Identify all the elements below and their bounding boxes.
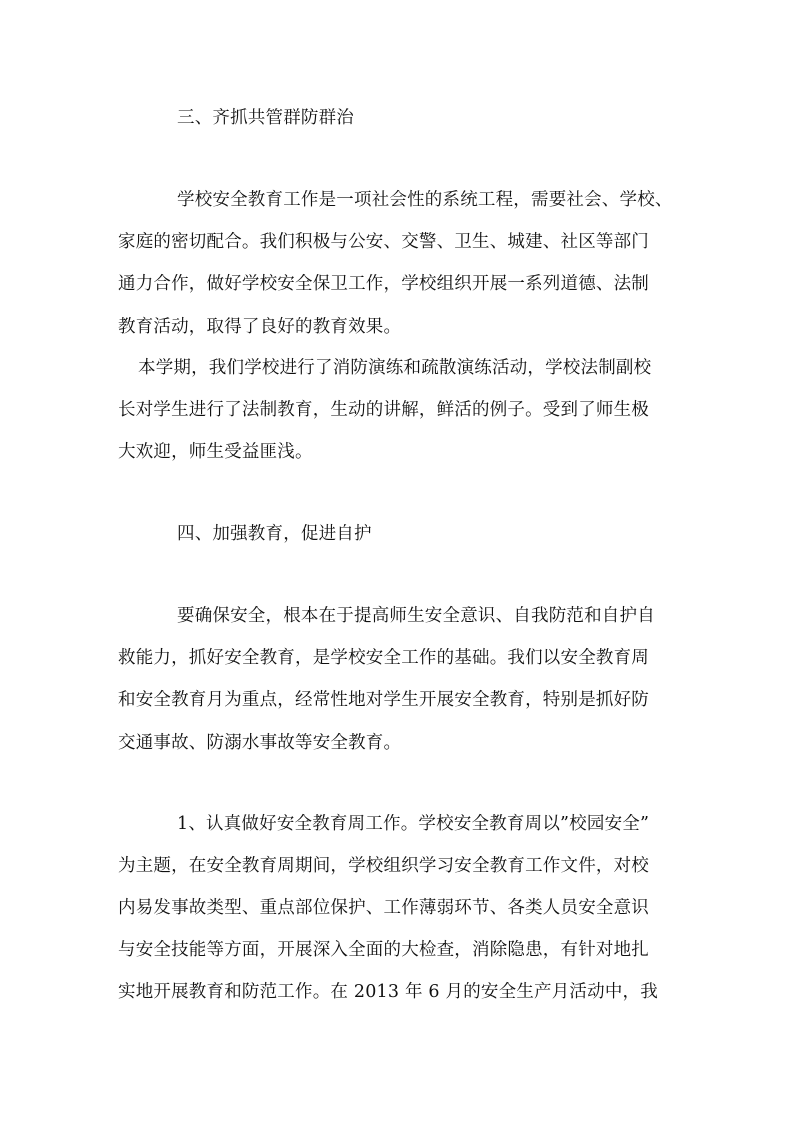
paragraph-line: 长对学生进行了法制教育，生动的讲解，鲜活的例子。受到了师生极: [118, 400, 649, 420]
paragraph-line: 交通事故、防溺水事故等安全教育。: [118, 733, 402, 753]
paragraph-line: 教育活动，取得了良好的教育效果。: [118, 317, 402, 337]
paragraph-line: 大欢迎，师生受益匪浅。: [118, 442, 313, 462]
paragraph-line: 家庭的密切配合。我们积极与公安、交警、卫生、城建、社区等部门: [118, 232, 649, 252]
paragraph-line: 学校安全教育工作是一项社会性的系统工程，需要社会、学校、: [177, 190, 673, 210]
paragraph-line: 实地开展教育和防范工作。在 2013 年 6 月的安全生产月活动中，我: [118, 982, 658, 1002]
paragraph-line: 和安全教育月为重点，经常性地对学生开展安全教育，特别是抓好防: [118, 690, 649, 710]
paragraph-line: 1、认真做好安全教育周工作。学校安全教育周以”校园安全”: [177, 814, 650, 834]
paragraph-line: 通力合作，做好学校安全保卫工作，学校组织开展一系列道德、法制: [118, 274, 649, 294]
paragraph-line: 与安全技能等方面，开展深入全面的大检查，消除隐患，有针对地扎: [118, 940, 649, 960]
section-heading-3: 三、齐抓共管群防群治: [177, 108, 354, 128]
paragraph-line: 本学期，我们学校进行了消防演练和疏散演练活动，学校法制副校: [138, 358, 652, 378]
section-heading-4: 四、加强教育，促进自护: [177, 524, 372, 544]
paragraph-line: 内易发事故类型、重点部位保护、工作薄弱环节、各类人员安全意识: [118, 898, 649, 918]
paragraph-line: 救能力，抓好安全教育，是学校安全工作的基础。我们以安全教育周: [118, 648, 649, 668]
paragraph-line: 为主题，在安全教育周期间，学校组织学习安全教育工作文件，对校: [118, 856, 649, 876]
paragraph-line: 要确保安全，根本在于提高师生安全意识、自我防范和自护自: [177, 606, 655, 626]
